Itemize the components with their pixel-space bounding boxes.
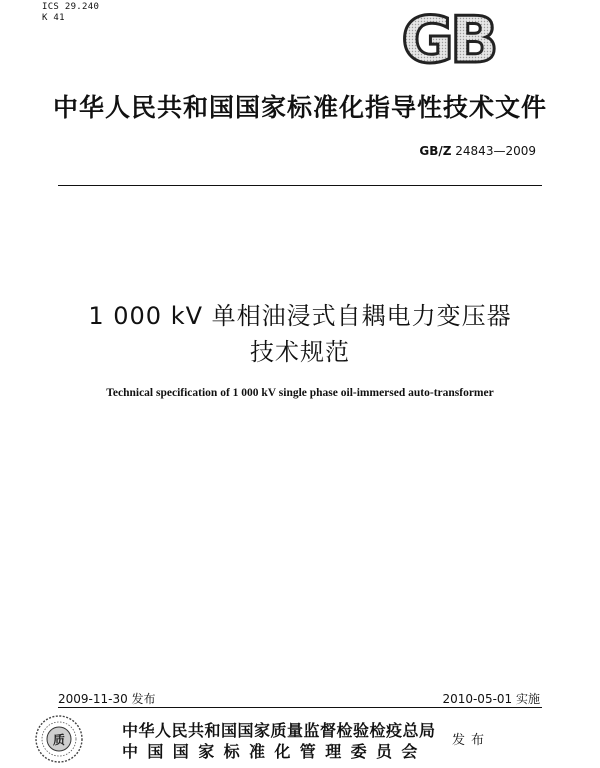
footer-divider <box>58 707 542 708</box>
title-english: Technical specification of 1 000 kV single phase oil-immersed auto-transformer <box>106 387 494 399</box>
title-chinese-line-1: 1 000 kV 单相油浸式自耦电力变压器 <box>88 302 512 330</box>
ics-code: ICS 29.240 <box>42 2 100 12</box>
document-number-prefix: GB/Z <box>419 144 452 158</box>
publish-label: 发布 <box>452 733 491 748</box>
ccs-code: K 41 <box>42 13 65 23</box>
gb-logo <box>378 8 518 68</box>
gb-logo-text: GB <box>401 8 495 68</box>
classification-codes <box>42 2 99 24</box>
issuer-line-2: 中国国家标准化管理委员会 <box>122 742 427 761</box>
implementation-date: 2010-05-01 实施 <box>442 692 540 706</box>
seal-text: 质 <box>52 733 66 747</box>
issuer-seal-icon <box>34 714 84 764</box>
header-divider <box>58 185 542 186</box>
title-chinese-line-2: 技术规范 <box>250 338 350 366</box>
title-chinese <box>0 298 600 370</box>
issuing-body-title: 中华人民共和国国家标准化指导性技术文件 <box>52 93 547 122</box>
document-number-value: 24843—2009 <box>455 144 536 158</box>
issuer-line-1: 中华人民共和国国家质量监督检验检疫总局 <box>122 721 436 740</box>
issue-date: 2009-11-30 发布 <box>58 692 156 706</box>
document-number <box>419 144 536 158</box>
